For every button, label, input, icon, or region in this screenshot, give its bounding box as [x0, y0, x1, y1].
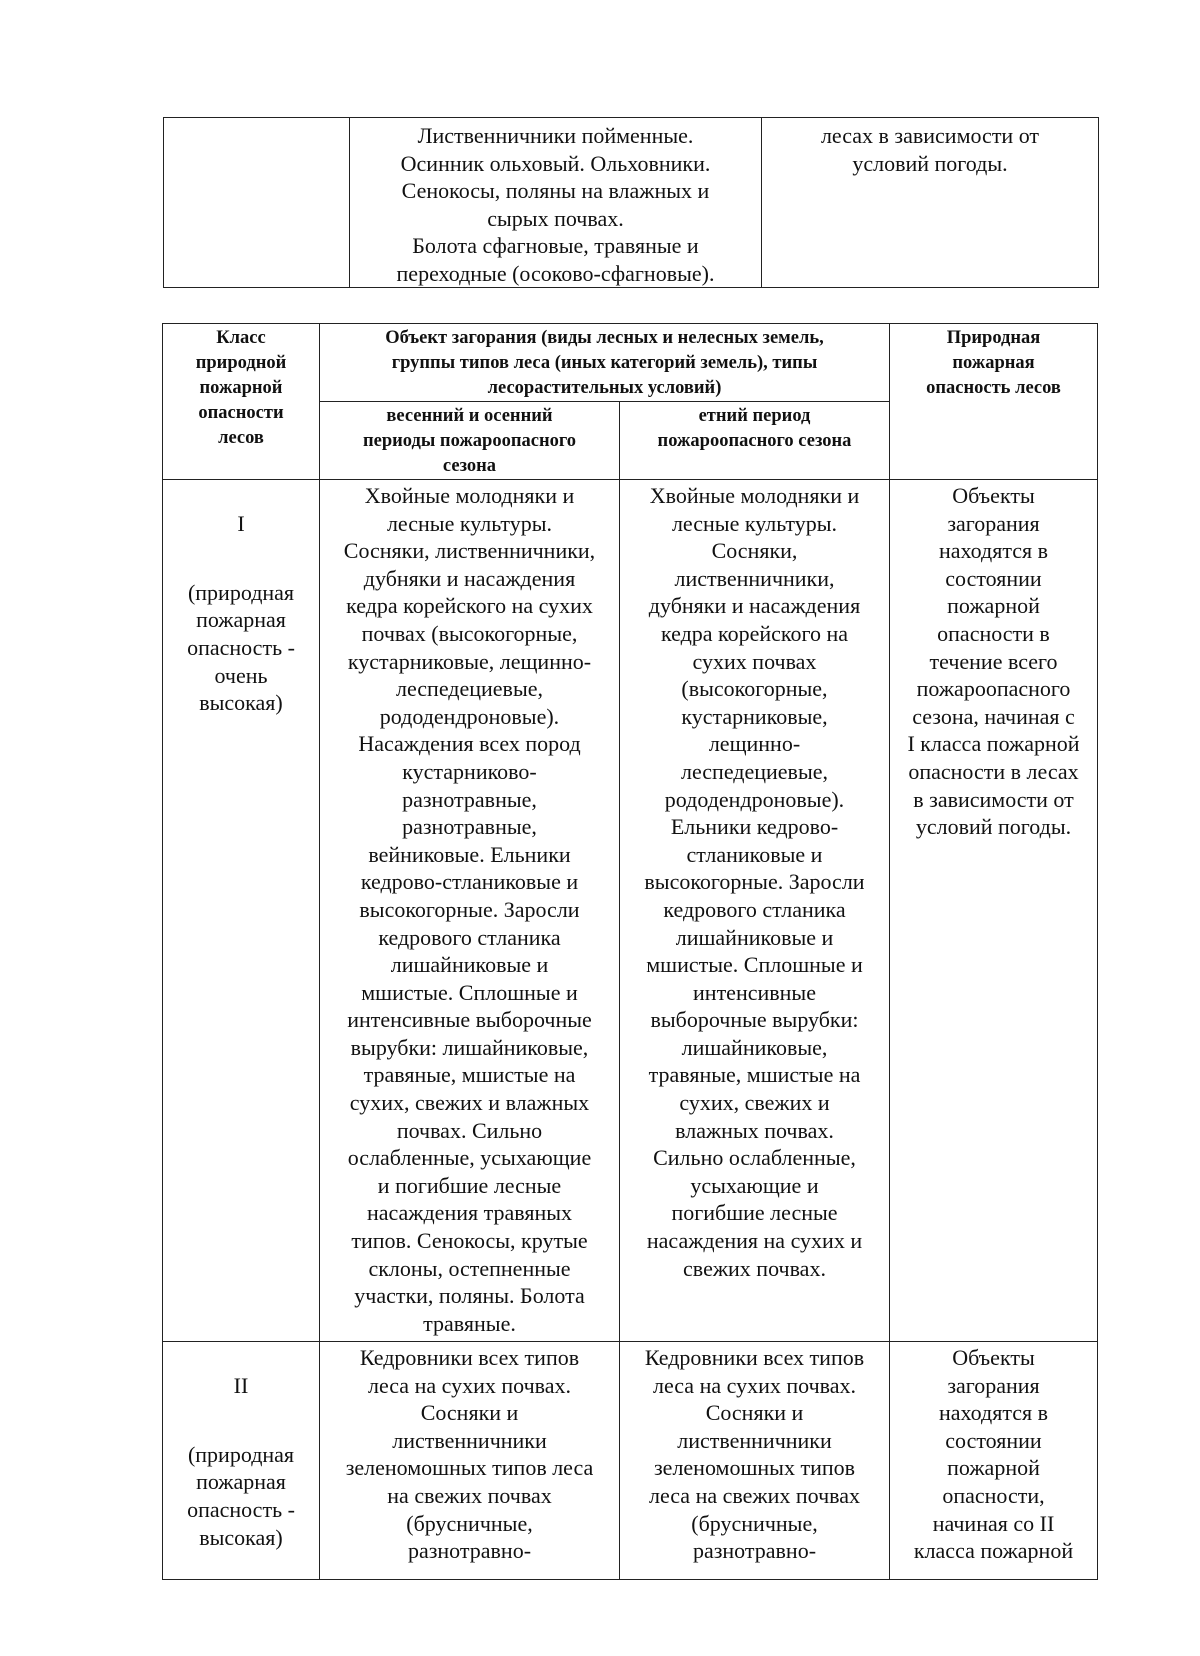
- table-row: [164, 118, 1099, 288]
- continuation-table: [163, 117, 1099, 288]
- header-object: Объект загорания (виды лесных и нелесных земель, группы типов леса (иных категорий земель), типы лесорастительных условий): [320, 324, 890, 402]
- class-description: (природная пожарная опасность - очень высокая): [187, 579, 295, 716]
- danger-cell: Объекты загорания находятся в состоянии пожарной опасности в течение всего пожароопасного сезона, начиная с I класса пожарной опасности в лесах в зависимости от условий погоды.: [890, 480, 1098, 1342]
- fire-danger-table: [162, 323, 1098, 1580]
- object-cell: Лиственничники пойменные. Осинник ольховый. Ольховники. Сенокосы, поляны на влажных и сырых почвах. Болота сфагновые, травяные и переходные (осоково-сфагновые).: [350, 118, 762, 288]
- danger-cell: Объекты загорания находятся в состоянии пожарной опасности, начиная со II класса пожарной: [890, 1342, 1098, 1580]
- danger-cell: лесах в зависимости от условий погоды.: [762, 118, 1099, 288]
- spring-autumn-cell: Хвойные молодняки и лесные культуры. Сосняки, лиственничники, дубняки и насаждения кедра корейского на сухих почвах (высокогорные, кустарниковые, лещинно- леспедециевые, рододендроновые). Насаждения всех пород кустарниково- разнотравные, разнотравные, вейниковые. Ельники кедрово-стланиковые и высокогорные. Заросли кедрового стланика лишайниковые и мшистые. Сплошные и интенсивные выборочные вырубки: лишайниковые, травяные, мшистые на сухих, свежих и влажных почвах. Сильно ослабленные, усыхающие и погибшие лесные насаждения травяных типов. Сенокосы, крутые склоны, остепненные участки, поляны. Болота травяные.: [320, 480, 620, 1342]
- table-row: [163, 1342, 1098, 1580]
- summer-cell: Кедровники всех типов леса на сухих почвах. Сосняки и лиственничники зеленомошных типов леса на свежих почвах (брусничные, разнотравно-: [620, 1342, 890, 1580]
- class-cell: [163, 1342, 320, 1580]
- class-cell: [164, 118, 350, 288]
- table-row: [163, 480, 1098, 1342]
- class-description: (природная пожарная опасность - высокая): [187, 1441, 295, 1550]
- class-number: II: [233, 1372, 249, 1398]
- class-cell: [163, 480, 320, 1342]
- header-class: Класс природной пожарной опасности лесов: [163, 324, 320, 480]
- spring-autumn-cell: Кедровники всех типов леса на сухих почвах. Сосняки и лиственничники зеленомошных типов леса на свежих почвах (брусничные, разнотравно-: [320, 1342, 620, 1580]
- header-row: [163, 324, 1098, 402]
- header-spring-autumn: весенний и осенний периоды пожароопасного сезона: [320, 402, 620, 480]
- summer-cell: Хвойные молодняки и лесные культуры. Сосняки, лиственничники, дубняки и насаждения кедра корейского на сухих почвах (высокогорные, кустарниковые, лещинно- леспедециевые, рододендроновые). Ельники кедрово- стланиковые и высокогорные. Заросли кедрового стланика лишайниковые и мшистые. Сплошные и интенсивные выборочные вырубки: лишайниковые, травяные, мшистые на сухих, свежих и влажных почвах. Сильно ослабленные, усыхающие и погибшие лесные насаждения на сухих и свежих почвах.: [620, 480, 890, 1342]
- header-danger: Природная пожарная опасность лесов: [890, 324, 1098, 480]
- class-number: I: [237, 510, 245, 536]
- header-summer: етний период пожароопасного сезона: [620, 402, 890, 480]
